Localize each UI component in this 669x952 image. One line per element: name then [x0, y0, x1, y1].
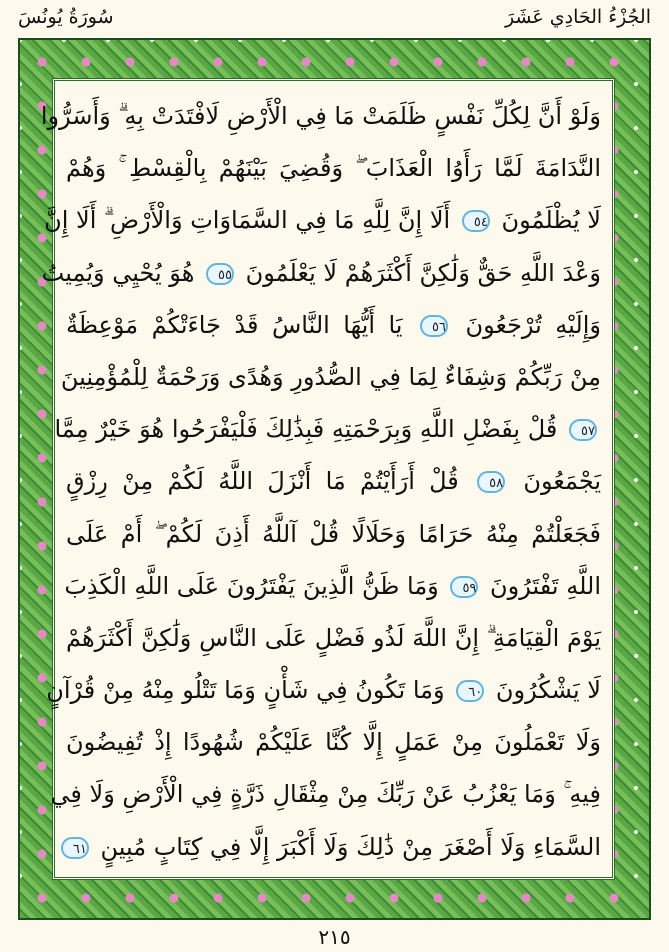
- text-line: [66, 299, 601, 351]
- text-line: [60, 351, 601, 403]
- ayah-number-marker: ٥٦: [420, 315, 448, 337]
- verse-text: هُوَ يُحْيِي وَيُمِيتُ: [41, 258, 195, 287]
- verse-text: وَمَا ظَنُّ الَّذِينَ يَفْتَرُونَ عَلَى اللَّهِ الْكَذِبَ: [64, 571, 439, 600]
- verse-text: قُلْ بِفَضْلِ اللَّهِ وَبِرَحْمَتِهِ فَبِذَٰلِكَ فَلْيَفْرَحُوا هُوَ خَيْرٌ مِمَّا: [54, 415, 558, 444]
- text-line: [50, 768, 601, 820]
- verse-text: وَمَا تَكُونُ فِي شَأْنٍ وَمَا تَتْلُو مِنْهُ مِنْ قُرْآنٍ: [46, 676, 445, 705]
- verse-text: وَلَوْ أَنَّ لِكُلِّ نَفْسٍ ظَلَمَتْ مَا فِي الْأَرْضِ لَافْتَدَتْ بِهِ ۗ وَأَسَرُّوا: [40, 102, 601, 130]
- text-line: [66, 508, 601, 560]
- page-header: [18, 4, 651, 34]
- text-line: [44, 194, 601, 246]
- verse-text: وَإِلَيْهِ تُرْجَعُونَ: [465, 310, 601, 339]
- verse-text: يَا أَيُّهَا النَّاسُ قَدْ جَاءَتْكُمْ مَوْعِظَةٌ: [66, 310, 403, 339]
- text-line: [54, 403, 601, 455]
- text-line: [41, 247, 601, 299]
- page-number: ٢١٥: [318, 925, 351, 949]
- verse-text: فِيهِ ۚ وَمَا يَعْزُبُ عَنْ رَبِّكَ مِنْ مِثْقَالِ ذَرَّةٍ فِي الْأَرْضِ وَلَا فِي: [50, 780, 601, 809]
- juz-name: الجُزْءُ الحَادِي عَشَرَ: [504, 6, 651, 28]
- text-line: [66, 560, 601, 612]
- text-line: [66, 142, 601, 194]
- quran-text-block: [40, 90, 602, 874]
- verse-text: يَجْمَعُونَ: [523, 467, 602, 496]
- text-line: [66, 821, 601, 873]
- verse-text: اللَّهِ تَفْتَرُونَ: [490, 571, 601, 600]
- verse-text: مِنْ رَبِّكُمْ وَشِفَاءٌ لِمَا فِي الصُّدُورِ وَهُدًى وَرَحْمَةٌ لِلْمُؤْمِنِينَ: [60, 362, 601, 391]
- ayah-number-marker: ٦١: [61, 837, 89, 859]
- ayah-number-marker: ٥٤: [462, 210, 490, 232]
- ayah-number-marker: ٥٧: [569, 419, 597, 441]
- ayah-number-marker: ٦٠: [456, 680, 484, 702]
- verse-text: يَوْمَ الْقِيَامَةِ ۗ إِنَّ اللَّهَ لَذُو فَضْلٍ عَلَى النَّاسِ وَلَٰكِنَّ أَكْثَرَهُمْ: [66, 623, 601, 652]
- verse-text: فَجَعَلْتُمْ مِنْهُ حَرَامًا وَحَلَالًا قُلْ آللَّهُ أَذِنَ لَكُمْ ۖ أَمْ عَلَى: [66, 519, 601, 548]
- text-line: [66, 716, 601, 768]
- text-line: [66, 455, 601, 507]
- surah-name: سُورَةُ يُونُسَ: [18, 6, 114, 28]
- ayah-number-marker: ٥٨: [477, 471, 505, 493]
- text-line: [40, 90, 601, 142]
- text-line: [66, 612, 601, 664]
- verse-text: السَّمَاءِ وَلَا أَصْغَرَ مِنْ ذَٰلِكَ وَلَا أَكْبَرَ إِلَّا فِي كِتَابٍ مُبِينٍ: [100, 832, 601, 861]
- verse-text: قُلْ أَرَأَيْتُمْ مَا أَنْزَلَ اللَّهُ لَكُمْ مِنْ رِزْقٍ: [66, 467, 459, 496]
- verse-text: لَا يَشْكُرُونَ: [495, 676, 601, 705]
- verse-text: النَّدَامَةَ لَمَّا رَأَوُا الْعَذَابَ ۖ وَقُضِيَ بَيْنَهُمْ بِالْقِسْطِ ۚ وَهُمْ: [66, 154, 601, 183]
- text-line: [46, 664, 601, 716]
- ayah-number-marker: ٥٥: [206, 263, 234, 285]
- verse-text: أَلَا إِنَّ لِلَّهِ مَا فِي السَّمَاوَاتِ وَالْأَرْضِ ۗ أَلَا إِنَّ: [44, 206, 451, 235]
- verse-text: وَلَا تَعْمَلُونَ مِنْ عَمَلٍ إِلَّا كُنَّا عَلَيْكُمْ شُهُودًا إِذْ تُفِيضُونَ: [66, 728, 601, 757]
- verse-text: لَا يُظْلَمُونَ: [501, 206, 601, 235]
- ayah-number-marker: ٥٩: [450, 576, 478, 598]
- verse-text: وَعْدَ اللَّهِ حَقٌّ وَلَٰكِنَّ أَكْثَرَهُمْ لَا يَعْلَمُونَ: [245, 258, 601, 287]
